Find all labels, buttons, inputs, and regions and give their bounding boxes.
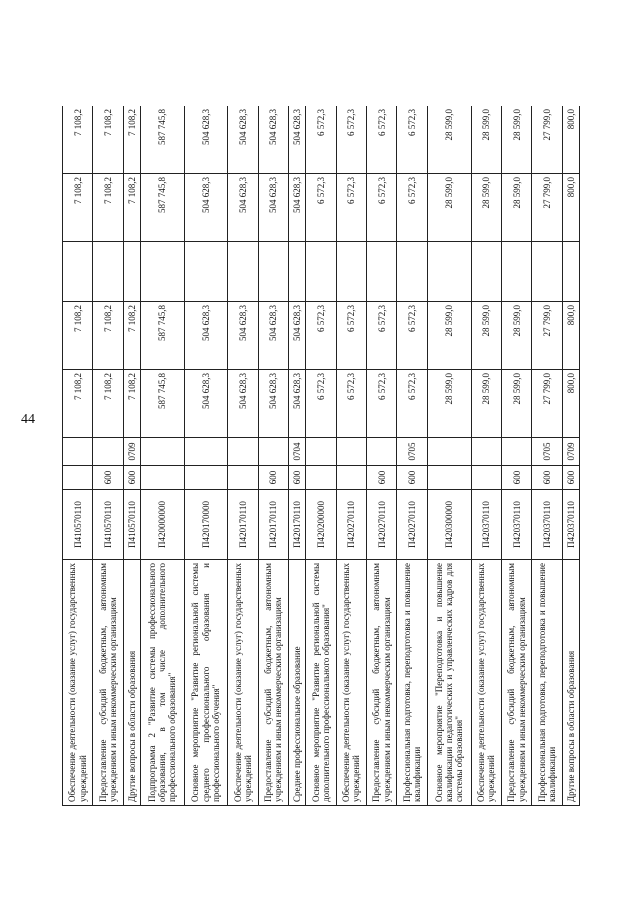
table-row [367,106,397,806]
cell-name: Другие вопросы в области образования [123,560,140,806]
cell-code: П420270110 [367,490,397,560]
cell-amount-5: 7 108,2 [93,106,123,174]
cell-amount-1: 6 572,3 [306,370,336,438]
cell-code: П420170110 [258,490,288,560]
cell-amount-3 [184,242,228,302]
cell-amount-5: 6 572,3 [306,106,336,174]
cell-amount-4: 800,0 [562,174,579,242]
cell-amount-5: 7 108,2 [63,106,93,174]
cell-expense-type: 600 [562,466,579,490]
cell-expense-type: 600 [397,466,427,490]
cell-amount-3 [306,242,336,302]
cell-name: Среднее профессиональное образование [289,560,306,806]
cell-amount-4: 504 628,3 [228,174,258,242]
cell-expense-type [336,466,366,490]
budget-table [62,106,580,806]
cell-amount-4: 504 628,3 [184,174,228,242]
cell-amount-1: 28 599,0 [427,370,471,438]
cell-section [501,438,531,466]
cell-amount-3 [93,242,123,302]
cell-amount-5: 800,0 [562,106,579,174]
cell-amount-3 [336,242,366,302]
table-row [289,106,306,806]
budget-table-wrap [62,106,580,806]
cell-name: Профессиональная подготовка, переподготовка и повышение квалификации [532,560,562,806]
cell-amount-1: 6 572,3 [367,370,397,438]
cell-name: Обеспечение деятельности (оказание услуг) государственных учреждений [336,560,366,806]
cell-amount-2: 27 799,0 [532,302,562,370]
cell-amount-2: 28 599,0 [427,302,471,370]
cell-name: Основное мероприятие "Переподготовка и повышение квалификации педагогических и управленческих кадров для системы образования" [427,560,471,806]
cell-amount-2: 7 108,2 [93,302,123,370]
table-row [427,106,471,806]
cell-amount-5: 504 628,3 [289,106,306,174]
cell-code: П420370110 [562,490,579,560]
cell-amount-5: 587 745,8 [140,106,184,174]
cell-section [306,438,336,466]
table-row [501,106,531,806]
cell-name: Обеспечение деятельности (оказание услуг) государственных учреждений [228,560,258,806]
table-row [258,106,288,806]
cell-expense-type: 600 [258,466,288,490]
page-number: 44 [21,412,35,427]
cell-code: П420370110 [532,490,562,560]
cell-amount-1: 6 572,3 [336,370,366,438]
cell-code: П420200000 [306,490,336,560]
cell-amount-5: 28 599,0 [471,106,501,174]
cell-section [93,438,123,466]
table-row [184,106,228,806]
cell-amount-1: 7 108,2 [63,370,93,438]
cell-expense-type [140,466,184,490]
cell-amount-1: 504 628,3 [289,370,306,438]
cell-amount-2: 504 628,3 [228,302,258,370]
cell-section: 0709 [562,438,579,466]
cell-expense-type: 600 [532,466,562,490]
cell-amount-3 [140,242,184,302]
cell-amount-5: 7 108,2 [123,106,140,174]
cell-amount-3 [228,242,258,302]
cell-amount-3 [289,242,306,302]
cell-section [336,438,366,466]
cell-name: Основное мероприятие "Развитие региональной системы среднего профессионального образования и профессионального обучения" [184,560,228,806]
table-row [63,106,93,806]
cell-name: Предоставление субсидий бюджетным, автономным учреждениям и иным некоммерческим организациям [367,560,397,806]
cell-code: П420170110 [228,490,258,560]
cell-amount-2: 28 599,0 [471,302,501,370]
cell-code: П420170110 [289,490,306,560]
cell-amount-1: 28 599,0 [471,370,501,438]
cell-amount-5: 6 572,3 [397,106,427,174]
cell-amount-5: 27 799,0 [532,106,562,174]
cell-amount-3 [63,242,93,302]
cell-amount-1: 587 745,8 [140,370,184,438]
cell-name: Подпрограмма 2 "Развитие системы профессионального образования, в том числе дополнительного профессионального образования" [140,560,184,806]
cell-code: П420270110 [397,490,427,560]
cell-amount-2: 504 628,3 [258,302,288,370]
cell-name: Обеспечение деятельности (оказание услуг) государственных учреждений [471,560,501,806]
table-row [336,106,366,806]
cell-name: Профессиональная подготовка, переподготовка и повышение квалификации [397,560,427,806]
cell-amount-2: 28 599,0 [501,302,531,370]
cell-amount-3 [501,242,531,302]
cell-section [367,438,397,466]
cell-amount-1: 504 628,3 [228,370,258,438]
cell-amount-4: 6 572,3 [397,174,427,242]
cell-code: П420000000 [140,490,184,560]
cell-amount-2: 6 572,3 [336,302,366,370]
cell-amount-1: 7 108,2 [93,370,123,438]
cell-amount-4: 587 745,8 [140,174,184,242]
cell-expense-type: 600 [93,466,123,490]
cell-amount-3 [427,242,471,302]
table-row [306,106,336,806]
cell-section [427,438,471,466]
cell-amount-5: 28 599,0 [427,106,471,174]
cell-name: Другие вопросы в области образования [562,560,579,806]
cell-expense-type: 600 [123,466,140,490]
table-row [93,106,123,806]
cell-amount-4: 27 799,0 [532,174,562,242]
cell-amount-4: 28 599,0 [427,174,471,242]
cell-section [184,438,228,466]
cell-amount-2: 6 572,3 [397,302,427,370]
cell-section [471,438,501,466]
table-row [532,106,562,806]
cell-amount-2: 6 572,3 [367,302,397,370]
cell-amount-3 [397,242,427,302]
cell-section: 0705 [532,438,562,466]
cell-code: П420170000 [184,490,228,560]
cell-amount-3 [471,242,501,302]
cell-amount-5: 504 628,3 [228,106,258,174]
cell-expense-type: 600 [289,466,306,490]
table-body [63,106,580,806]
cell-amount-2: 800,0 [562,302,579,370]
cell-amount-4: 7 108,2 [63,174,93,242]
cell-expense-type [427,466,471,490]
cell-name: Основное мероприятие "Развитие региональной системы дополнительного профессионального образования" [306,560,336,806]
cell-amount-5: 28 599,0 [501,106,531,174]
cell-expense-type [306,466,336,490]
cell-section: 0705 [397,438,427,466]
cell-amount-5: 6 572,3 [336,106,366,174]
cell-code: П420270110 [336,490,366,560]
cell-amount-4: 7 108,2 [123,174,140,242]
cell-code: П410570110 [63,490,93,560]
cell-amount-4: 504 628,3 [258,174,288,242]
cell-section: 0709 [123,438,140,466]
cell-expense-type: 600 [367,466,397,490]
cell-code: П420370110 [501,490,531,560]
cell-amount-5: 6 572,3 [367,106,397,174]
table-row [228,106,258,806]
cell-amount-4: 6 572,3 [306,174,336,242]
cell-amount-1: 504 628,3 [258,370,288,438]
cell-amount-1: 800,0 [562,370,579,438]
table-row [397,106,427,806]
cell-code: П420300000 [427,490,471,560]
table-row [471,106,501,806]
cell-name: Предоставление субсидий бюджетным, автономным учреждениям и иным некоммерческим организациям [93,560,123,806]
cell-code: П410570110 [93,490,123,560]
table-row [123,106,140,806]
cell-amount-2: 7 108,2 [123,302,140,370]
cell-amount-2: 504 628,3 [289,302,306,370]
cell-amount-2: 504 628,3 [184,302,228,370]
table-row [140,106,184,806]
cell-expense-type [184,466,228,490]
cell-section [63,438,93,466]
cell-amount-1: 28 599,0 [501,370,531,438]
cell-amount-3 [562,242,579,302]
cell-amount-4: 28 599,0 [501,174,531,242]
cell-section [140,438,184,466]
cell-amount-4: 7 108,2 [93,174,123,242]
cell-amount-4: 28 599,0 [471,174,501,242]
cell-section: 0704 [289,438,306,466]
cell-expense-type [471,466,501,490]
cell-section [228,438,258,466]
cell-amount-3 [367,242,397,302]
rotated-table-viewport [62,106,580,806]
cell-name: Предоставление субсидий бюджетным, автономным учреждениям и иным некоммерческим организациям [258,560,288,806]
cell-amount-2: 7 108,2 [63,302,93,370]
cell-amount-5: 504 628,3 [184,106,228,174]
cell-amount-4: 6 572,3 [367,174,397,242]
cell-amount-3 [532,242,562,302]
cell-amount-3 [258,242,288,302]
cell-expense-type [63,466,93,490]
table-row [562,106,579,806]
cell-amount-4: 504 628,3 [289,174,306,242]
cell-amount-5: 504 628,3 [258,106,288,174]
cell-amount-1: 504 628,3 [184,370,228,438]
cell-amount-1: 6 572,3 [397,370,427,438]
cell-code: П420370110 [471,490,501,560]
cell-section [258,438,288,466]
cell-code: П410570110 [123,490,140,560]
cell-name: Предоставление субсидий бюджетным, автономным учреждениям и иным некоммерческим организациям [501,560,531,806]
cell-expense-type [228,466,258,490]
cell-expense-type: 600 [501,466,531,490]
cell-amount-4: 6 572,3 [336,174,366,242]
cell-amount-1: 27 799,0 [532,370,562,438]
cell-amount-2: 6 572,3 [306,302,336,370]
cell-amount-3 [123,242,140,302]
cell-name: Обеспечение деятельности (оказание услуг) государственных учреждений [63,560,93,806]
cell-amount-1: 7 108,2 [123,370,140,438]
cell-amount-2: 587 745,8 [140,302,184,370]
